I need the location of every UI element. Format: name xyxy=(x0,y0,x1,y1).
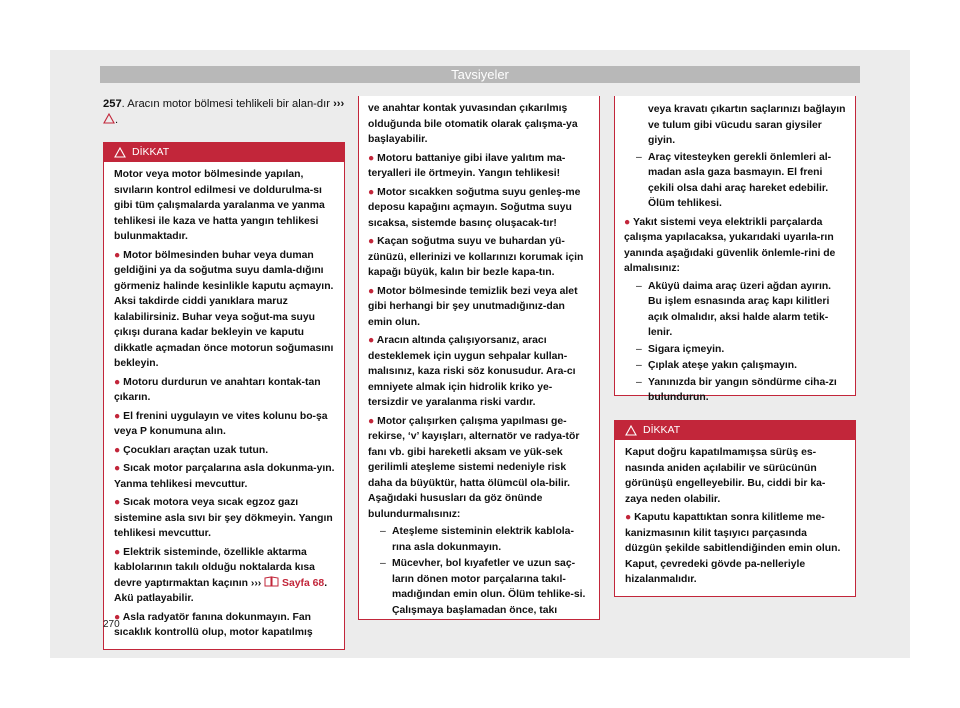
warning-body-2 xyxy=(615,440,855,596)
dash-item-continued: veya kravatı çıkartın saçlarınızı bağlayın ve tulum gibi vücudu saran giysiler giyin. xyxy=(648,104,846,146)
column-3 xyxy=(614,96,856,597)
warning-box-1 xyxy=(103,142,345,650)
list-item: ● Çocukları araçtan uzak tutun. xyxy=(114,444,269,456)
list-item: ● El frenini uygulayın ve vites kolunu bo-şa veya P konumuna alın. xyxy=(114,410,328,437)
warning-body-1 xyxy=(104,162,344,649)
warning-title-1: DİKKAT xyxy=(132,146,170,158)
list-item: ● Motor bölmesinde temizlik bezi veya alet gibi herhangi bir şey unutmadığınız-dan emin olun. xyxy=(368,285,578,328)
warning-continuation-box xyxy=(358,96,600,620)
dash-item: – Ateşleme sisteminin elektrik kablola-rına asla dokunmayın. xyxy=(380,526,574,553)
list-item: ● Sıcak motor parçalarına asla dokunma-yın. Yanma tehlikesi mevcuttur. xyxy=(114,463,335,490)
list-item: ● Aracın altında çalışıyorsanız, aracı desteklemek için uygun sehpalar kullan-malısınız, kaza riski söz konusudur. Ara-cı emniyete almak için hidrolik kriko ye-tersizdir ve yaralanma riski vardır. xyxy=(368,335,576,408)
continued-text: ve anahtar kontak yuvasından çıkarılmış olduğunda bile otomatik olarak çalışma-ya başlayabilir. xyxy=(368,103,578,145)
intro-text: . Aracın motor bölmesi tehlikeli bir alan-dır xyxy=(121,98,330,110)
warning-header-1 xyxy=(104,143,344,162)
intro-paragraph: 257. Aracın motor bölmesi tehlikeli bir alan-dır ››› . xyxy=(103,98,345,126)
book-icon xyxy=(264,576,279,587)
list-item: ● Sıcak motora veya sıcak egzoz gazı sistemine asla sıvı bir şey dökmeyin. Yangın tehlikesi mevcuttur. xyxy=(114,497,333,539)
figure-number: 257 xyxy=(103,98,122,110)
list-item: ● Motor bölmesinden buhar veya duman geldiğini ya da soğutma suyu damla-dığını görmeniz halinde kesinlikle kaputu açmayın. Aksi takdirde ciddi yanıklara maruz kalabilirsiniz. Buhar veya soğut-ma suyu çıkışı durana kadar bekleyin ve kaputu dikkatle açmadan önce motorun soğumasını bekleyin. xyxy=(114,249,334,369)
dash-item: – Aküyü daima araç üzeri ağdan ayırın. Bu işlem esnasında araç kapı kilitleri açık olmalıdır, aksi halde alarm tetik-lenir. xyxy=(636,280,832,338)
warning-box-2 xyxy=(614,420,856,597)
warning-triangle-icon xyxy=(103,113,115,124)
ref-arrows: ››› xyxy=(333,98,345,110)
warning-header-2 xyxy=(615,421,855,440)
dash-item: – Yanınızda bir yangın söndürme ciha-zı bulundurun. xyxy=(636,376,837,403)
list-item: ● Yakıt sistemi veya elektrikli parçalarda çalışma yapılacaksa, yukarıdaki uyarıla-rın yanında aşağıdaki güvenlik önlemle-rini de almalısınız: xyxy=(624,216,836,274)
list-item: ● Motor çalışırken çalışma yapılması ge-rekirse, ‘v’ kayışları, alternatör ve radya-tör fanı vb. gibi hareketli aksam ve yük-sek gerilimli ateşleme sistemi nedeniyle risk daha da büyüktür, hatta ölümcül ola-bilir. Aşağıdaki hususları da göz önünde bulundurmalısınız: xyxy=(368,415,580,520)
list-item: ● Motoru battaniye gibi ilave yalıtım ma-teryalleri ile örtmeyin. Yangın tehlikesi! xyxy=(368,152,566,179)
list-item: ● Asla radyatör fanına dokunmayın. Fan sıcaklık kontrollü olup, motor kapatılmış xyxy=(114,611,313,638)
warning-triangle-icon xyxy=(625,425,637,436)
dash-item: – Çıplak ateşe yakın çalışmayın. xyxy=(636,360,798,371)
column-1 xyxy=(103,96,345,650)
page-link[interactable]: Sayfa 68 xyxy=(282,577,325,589)
list-item: ● Elektrik sisteminde, özellikle aktarma kablolarının takılı olduğu noktalarda kısa devre yaptırmaktan kaçının ››› Sayfa 68. Akü patlayabilir. xyxy=(114,546,328,604)
list-item: ● Motor sıcakken soğutma suyu genleş-me deposu kapağını açmayın. Soğutma suyu sıcaksa, sistemde basınç oluşacak-tır! xyxy=(368,186,581,229)
warning-lead: Motor veya motor bölmesinde yapılan, sıvıların kontrol edilmesi ve doldurulma-sı gibi tüm çalışmalarda yaralanma ve yanma tehlikesi ile kaza ve hatta yangın tehlikesi bulunmaktadır. xyxy=(114,169,325,242)
dash-item: – Mücevher, bol kıyafetler ve uzun saç-ların dönen motor parçalarına takıl-madığından emin olun. Ölüm tehlike-si. Çalışmaya başlamadan önce, takı xyxy=(380,558,586,616)
warning-triangle-icon xyxy=(114,147,126,158)
warning-lead-2: Kaput doğru kapatılmamışsa sürüş es-nasında aniden açılabilir ve sürücünün görünüşü engelleyebilir. Bu, ciddi bir ka-zaya neden olabilir. xyxy=(625,447,826,505)
list-item: ● Motoru durdurun ve anahtarı kontak-tan çıkarın. xyxy=(114,376,321,403)
section-header: Tavsiyeler xyxy=(100,66,860,83)
dash-item: – Sigara içmeyin. xyxy=(636,343,725,355)
dash-item: – Araç vitesteyken gerekli önlemleri al-madan asla gaza basmayın. El freni çekili olsa dahi araç hareket edebilir. Ölüm tehlikesi. xyxy=(636,151,832,209)
list-item: ● Kaputu kapattıktan sonra kilitleme me-kanizmasının kilit taşıyıcı parçasında düzgün şekilde sabitlendiğinden emin olun. Kaput, çevredeki gövde pa-nelleriyle hizalanmalıdır. xyxy=(625,512,841,585)
column-2 xyxy=(358,96,600,620)
warning-title-2: DİKKAT xyxy=(643,424,681,436)
warning-bullets-col1 xyxy=(114,248,335,641)
list-item: ● Kaçan soğutma suyu ve buhardan yü-zünüzü, ellerinizi ve kollarınızı korumak için kapağı büyük, kalın bir bezle kapa-tın. xyxy=(368,236,584,278)
page-number: 270 xyxy=(103,619,120,630)
warning-continuation-box-2 xyxy=(614,96,856,403)
